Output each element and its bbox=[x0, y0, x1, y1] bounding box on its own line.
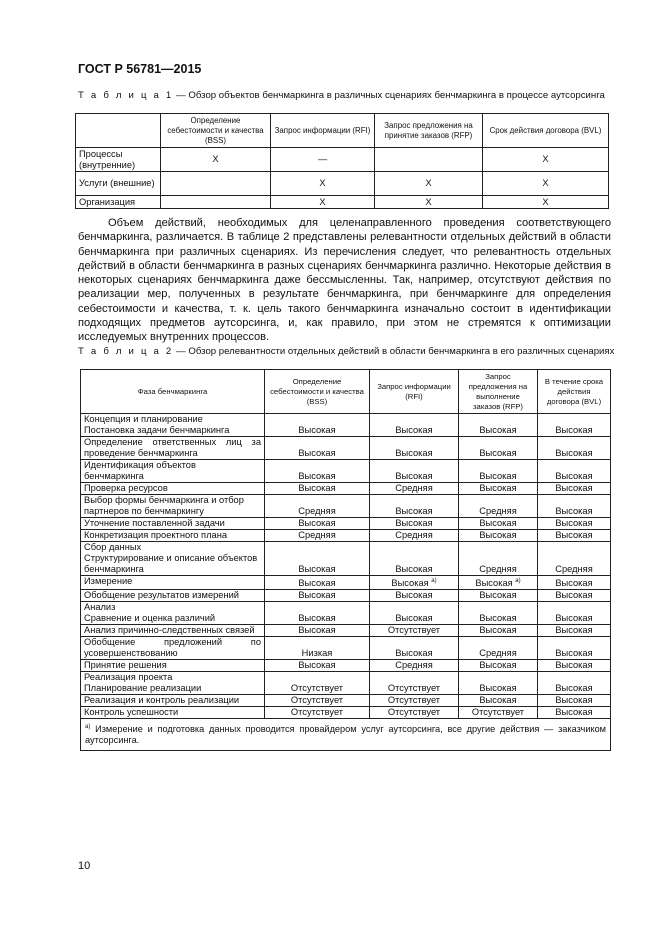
table2-value-cell: Высокая bbox=[370, 602, 459, 625]
table2-phase-line: Постановка задачи бенчмаркинга bbox=[84, 425, 230, 435]
table2-phase-line: Сравнение и оценка различий bbox=[84, 613, 216, 624]
table2-value-cell: Отсутствует bbox=[370, 695, 459, 707]
table2-phase-line: Принятие решения bbox=[84, 660, 167, 671]
table2-value-cell: Высокая bbox=[459, 414, 538, 437]
table2-row bbox=[81, 414, 611, 437]
table2-phase-line: Сбор данных bbox=[84, 542, 142, 552]
table2-value-cell: Высокая bbox=[538, 483, 611, 495]
table1-cell: X bbox=[271, 196, 375, 209]
table2-value-cell: Высокая bbox=[265, 437, 370, 460]
table2-value-cell: Высокая bbox=[370, 637, 459, 660]
table2-row bbox=[81, 602, 611, 625]
table2-phase-line: Контроль успешности bbox=[84, 707, 179, 718]
table2-value-cell: Отсутствует bbox=[265, 695, 370, 707]
table2-phase-cell bbox=[81, 414, 265, 437]
table2-value-cell: Высокая bbox=[370, 414, 459, 437]
table2-phase-cell bbox=[81, 637, 265, 660]
table2-value-cell: Высокая bbox=[265, 460, 370, 483]
table2-row bbox=[81, 576, 611, 590]
table1-row bbox=[76, 196, 609, 209]
table2-phase-cell bbox=[81, 530, 265, 542]
table2-phase-line: Реализация проекта bbox=[84, 672, 173, 683]
table2-phase-line: Идентификация объектов bbox=[84, 460, 196, 470]
table2-row bbox=[81, 437, 611, 460]
table2-value-cell: Отсутствует bbox=[265, 707, 370, 719]
table2-phase-line: Планирование реализации bbox=[84, 683, 202, 694]
table2-value-cell: Высокая bbox=[370, 518, 459, 530]
table2-value-cell: Высокая bbox=[538, 602, 611, 625]
table1-caption-label: Т а б л и ц а 1 bbox=[78, 90, 174, 101]
table2-value-cell: Высокая bbox=[459, 518, 538, 530]
table1-row bbox=[76, 172, 609, 196]
table2-value-cell: Высокая bbox=[459, 660, 538, 672]
table2-phase-cell bbox=[81, 437, 265, 460]
table2-header-cell: В течение срока действия договора (BVL) bbox=[538, 370, 611, 414]
table1-cell: X bbox=[483, 148, 609, 172]
table2-value-cell: Высокая bbox=[538, 637, 611, 660]
table1-caption bbox=[78, 90, 605, 101]
table2-row bbox=[81, 672, 611, 695]
table2-value-cell: Средняя bbox=[265, 530, 370, 542]
table1-row bbox=[76, 148, 609, 172]
table2-footnote: $^{а)}$ Измерение и подготовка данных проводится провайдером услуг аутсорсинга, все другие действия — заказчиком аутсорсинга. bbox=[81, 719, 611, 751]
table2-value-cell: Высокая bbox=[538, 495, 611, 518]
table2-header-row bbox=[81, 370, 611, 414]
table1-cell: X bbox=[483, 196, 609, 209]
table2 bbox=[80, 369, 611, 751]
table1-cell: X bbox=[375, 196, 483, 209]
table2-value-cell: Высокая bbox=[538, 660, 611, 672]
table2-header-cell: Определение себестоимости и качества (BSS) bbox=[265, 370, 370, 414]
table2-row bbox=[81, 637, 611, 660]
table2-value-cell: Высокая bbox=[459, 460, 538, 483]
table2-phase-line: Уточнение поставленной задачи bbox=[84, 518, 225, 528]
table2-phase-cell bbox=[81, 460, 265, 483]
table2-value-cell: Высокая bbox=[370, 542, 459, 576]
table2-value-cell: Высокая bbox=[265, 414, 370, 437]
table1-caption-text: — Обзор объектов бенчмаркинга в различных сценариях бенчмаркинга в процессе аутсорсинга bbox=[173, 90, 605, 101]
table2-row bbox=[81, 530, 611, 542]
body-paragraph: Объем действий, необходимых для целенаправленного проведения соответствующего бенчмаркинга, различается. В таблице 2 представлены релевантности отдельных действий в области бенчмаркинга при различных сценариях. Из перечисления следует, что релевантность отдельных действий в области бенчмаркинга в разных сценариях бенчмаркинга различно. Некоторые действия в некоторых сценариях бенчмаркинга даже бессмысленны. Так, например, отсутствуют действия по реализации мер, полученных в результате бенчмаркинга, при бенчмаркинге для определения себестоимости и качества, т. к. цель такого бенчмаркинга изначально состоит в идентификации подходящих предметов аутсорсинга, и, как правило, при этом не стремятся к оптимизации исследуемых внутренних процессов. bbox=[78, 217, 611, 344]
footnote-marker: а) bbox=[431, 578, 437, 584]
table2-value-cell: Средняя bbox=[370, 530, 459, 542]
table2-phase-line: Анализ причинно-следственных связей bbox=[84, 625, 255, 636]
table2-phase-cell bbox=[81, 602, 265, 625]
table2-value-cell: Высокая bbox=[459, 695, 538, 707]
table2-value-cell: Высокая bbox=[538, 672, 611, 695]
table2-row bbox=[81, 495, 611, 518]
table2-phase-cell bbox=[81, 542, 265, 576]
table2-value-cell: Высокая bbox=[459, 437, 538, 460]
table2-phase-cell bbox=[81, 672, 265, 695]
table2-caption bbox=[78, 346, 614, 357]
table2-phase-line: Проверка ресурсов bbox=[84, 483, 168, 493]
table1-header-cell bbox=[76, 114, 161, 148]
table2-value-cell: Высокая bbox=[265, 625, 370, 637]
table2-phase-cell bbox=[81, 660, 265, 672]
table2-phase-cell bbox=[81, 518, 265, 530]
table1-header-cell: Срок действия договора (BVL) bbox=[483, 114, 609, 148]
table2-value-cell: Высокая bbox=[459, 602, 538, 625]
table2-value-cell: Средняя bbox=[538, 542, 611, 576]
table2-row bbox=[81, 660, 611, 672]
table2-value-cell: Низкая bbox=[265, 637, 370, 660]
table1-cell bbox=[375, 148, 483, 172]
table2-phase-line: Анализ bbox=[84, 602, 116, 613]
table2-phase-line: Концепция и планирование bbox=[84, 414, 203, 424]
table1-row-label: Организация bbox=[76, 196, 161, 209]
table2-value-cell: Средняя bbox=[265, 495, 370, 518]
table1-cell: X bbox=[271, 172, 375, 196]
table2-value-cell: Средняя bbox=[370, 483, 459, 495]
table1-cell: — bbox=[271, 148, 375, 172]
table2-value-cell: Отсутствует bbox=[370, 672, 459, 695]
table2-value-cell: Средняя bbox=[459, 637, 538, 660]
footnote-marker: а) bbox=[85, 724, 91, 731]
table2-phase-line: Структурирование и описание объектов бенчмаркинга bbox=[84, 553, 258, 574]
table1-row-label: Процессы (внутренние) bbox=[76, 148, 161, 172]
table1-cell bbox=[161, 172, 271, 196]
table2-row bbox=[81, 707, 611, 719]
table1-cell: X bbox=[483, 172, 609, 196]
table2-phase-line: Обобщение предложений по усовершенствованию bbox=[84, 637, 261, 659]
table2-value-cell: Высокая bbox=[538, 707, 611, 719]
table2-value-cell: Высокая bbox=[265, 660, 370, 672]
table2-phase-line: Выбор формы бенчмаркинга и отбор партнеров по бенчмаркингу bbox=[84, 495, 244, 516]
table2-value-cell: Высокая bbox=[459, 672, 538, 695]
table2-row bbox=[81, 590, 611, 602]
table2-value-cell: Средняя bbox=[459, 495, 538, 518]
table2-phase-line: Конкретизация проектного плана bbox=[84, 530, 227, 540]
table2-value-cell: Высокая bbox=[265, 602, 370, 625]
table2-row bbox=[81, 518, 611, 530]
table2-phase-cell bbox=[81, 695, 265, 707]
table2-phase-cell bbox=[81, 483, 265, 495]
table2-phase-line: Определение ответственных лиц за проведение бенчмаркинга bbox=[84, 437, 261, 458]
table2-value-cell: Высокая bbox=[538, 695, 611, 707]
table1-row-label: Услуги (внешние) bbox=[76, 172, 161, 196]
table2-value-cell: Высокая bbox=[265, 518, 370, 530]
table2-phase-cell bbox=[81, 625, 265, 637]
table2-value-cell: Высокая bbox=[459, 483, 538, 495]
table2-value-cell: Высокая bbox=[265, 483, 370, 495]
table2-value-cell: Высокая bbox=[370, 460, 459, 483]
table2-value-cell: Высокая bbox=[265, 542, 370, 576]
page-number: 10 bbox=[78, 860, 91, 872]
table1-cell bbox=[161, 196, 271, 209]
table2-value-cell: Высокая bbox=[538, 437, 611, 460]
table2-value-cell: Высокая bbox=[265, 576, 370, 590]
table2-value-cell: Высокая bbox=[370, 437, 459, 460]
table2-value-cell: Высокая bbox=[538, 530, 611, 542]
table2-phase-line: бенчмаркинга bbox=[84, 471, 144, 481]
table2-value-cell: Высокая bbox=[538, 576, 611, 590]
footnote-marker: а) bbox=[515, 578, 521, 584]
table2-value-cell: Отсутствует bbox=[370, 707, 459, 719]
table2-caption-label: Т а б л и ц а 2 bbox=[78, 346, 174, 357]
table2-value-cell: Высокая bbox=[538, 625, 611, 637]
table1-header-row bbox=[76, 114, 609, 148]
table2-value-cell: Средняя bbox=[370, 660, 459, 672]
document-header: ГОСТ Р 56781—2015 bbox=[78, 62, 202, 76]
table2-footnote-row bbox=[81, 719, 611, 751]
table2-header-cell: Запрос предложения на выполнение заказов (RFP) bbox=[459, 370, 538, 414]
table2-value-cell: Высокая bbox=[538, 590, 611, 602]
table2-phase-cell bbox=[81, 576, 265, 590]
table2-phase-line: Обобщение результатов измерений bbox=[84, 590, 239, 601]
table2-phase-cell bbox=[81, 590, 265, 602]
table2-value-cell: Средняя bbox=[459, 542, 538, 576]
table2-value-cell: Высокая bbox=[459, 590, 538, 602]
table2-value-cell: Высокая bbox=[459, 530, 538, 542]
table2-value-cell: Высокая bbox=[265, 590, 370, 602]
table2-value-cell: Высокая bbox=[538, 460, 611, 483]
table2-value-cell: Отсутствует bbox=[370, 625, 459, 637]
table2-row bbox=[81, 483, 611, 495]
table2-row bbox=[81, 460, 611, 483]
table1-cell: X bbox=[375, 172, 483, 196]
table2-row bbox=[81, 695, 611, 707]
table2-value-cell: Высокая bbox=[370, 590, 459, 602]
table2-value-cell: Высокая bbox=[538, 518, 611, 530]
table2-row bbox=[81, 542, 611, 576]
table2-value-cell: Отсутствует bbox=[265, 672, 370, 695]
table1-header-cell: Запрос предложения на принятие заказов (RFP) bbox=[375, 114, 483, 148]
table2-phase-cell bbox=[81, 707, 265, 719]
table2-header-cell: Фаза бенчмаркинга bbox=[81, 370, 265, 414]
table2-value-cell: Высокая $^{а)}$ bbox=[370, 576, 459, 590]
table2-caption-text: — Обзор релевантности отдельных действий в области бенчмаркинга в его различных сценариях bbox=[173, 346, 615, 357]
table1-header-cell: Запрос информации (RFI) bbox=[271, 114, 375, 148]
table2-phase-line: Измерение bbox=[84, 576, 133, 586]
table1 bbox=[75, 113, 609, 209]
table2-phase-line: Реализация и контроль реализации bbox=[84, 695, 240, 706]
table1-cell: X bbox=[161, 148, 271, 172]
table2-row bbox=[81, 625, 611, 637]
table2-value-cell: Высокая bbox=[370, 495, 459, 518]
table2-phase-cell bbox=[81, 495, 265, 518]
table2-value-cell: Высокая $^{а)}$ bbox=[459, 576, 538, 590]
table2-value-cell: Высокая bbox=[459, 625, 538, 637]
table2-header-cell: Запрос информации (RFI) bbox=[370, 370, 459, 414]
table2-value-cell: Высокая bbox=[538, 414, 611, 437]
table2-value-cell: Отсутствует bbox=[459, 707, 538, 719]
table1-header-cell: Определение себестоимости и качества (BSS) bbox=[161, 114, 271, 148]
